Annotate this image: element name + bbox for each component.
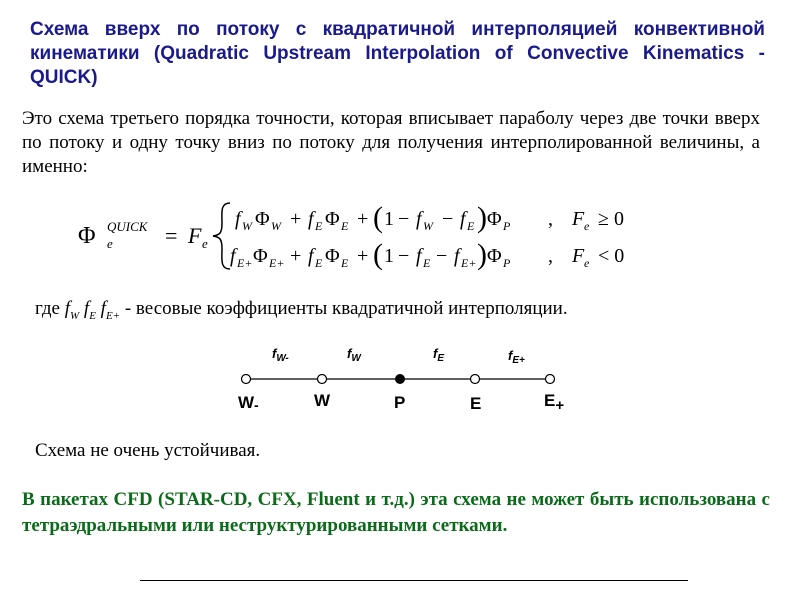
node-label-e: E [470,394,482,413]
svg-text:E: E [467,219,475,233]
left-brace [213,203,230,269]
svg-text:e: e [584,219,590,233]
svg-text:E+: E+ [269,256,285,270]
svg-text:+: + [290,208,302,230]
svg-text:E: E [423,256,431,270]
equals-sign: = [165,223,178,248]
formula-row-1 [235,201,624,234]
svg-text:F: F [572,208,585,230]
svg-text:< 0: < 0 [598,245,625,267]
svg-text:f: f [416,208,422,230]
lhs-F: F [188,223,202,248]
weight-label-e-plus: $f_{E+}$ [508,348,525,366]
svg-text:(: ( [373,201,383,234]
weight-fw-sub: W [69,309,80,322]
weight-fe: f [83,298,90,319]
stencil-diagram [230,342,580,420]
svg-text:E: E [315,219,323,233]
node-label-w-minus: W- [238,393,259,413]
weight-fep-sub: E+ [105,309,121,322]
svg-text:E: E [341,219,349,233]
svg-text:P: P [503,256,511,270]
svg-text:f: f [460,208,466,230]
svg-text:,: , [548,245,553,267]
stability-note: Схема не очень устойчивая. [35,440,261,461]
weight-label-e: $f_E$ [433,346,445,364]
lhs-F-sub: e [202,236,208,251]
svg-text:): ) [477,238,487,271]
svg-text:E: E [341,256,349,270]
svg-text:f: f [235,208,241,230]
svg-text:f: f [454,245,460,267]
weight-fep: f [100,298,106,319]
svg-text:Φ: Φ [255,208,270,230]
weights-caption [35,298,568,322]
svg-text:+: + [357,245,369,267]
weight-label-w-minus: $f_{W-}$ [272,346,289,364]
lhs-sup: QUICK [107,219,148,234]
node-e [471,375,480,384]
svg-text:≥ 0: ≥ 0 [598,208,624,230]
svg-text:F: F [572,245,585,267]
quick-formula [70,193,710,278]
svg-text:Φ: Φ [325,208,340,230]
svg-text:e: e [584,256,590,270]
svg-text:Φ: Φ [253,245,268,267]
svg-text:,: , [548,208,553,230]
svg-text:Φ: Φ [487,245,502,267]
svg-text:−: − [442,208,454,230]
svg-text:Φ: Φ [487,208,502,230]
svg-text:E: E [315,256,323,270]
lhs-sub: e [107,236,113,251]
svg-text:P: P [503,219,511,233]
node-w [318,375,327,384]
node-w-minus [242,375,251,384]
svg-text:E+: E+ [237,256,253,270]
weights-suffix: - весовые коэффициенты квадратичной интерполяции. [124,298,568,319]
cfd-warning: В пакетах CFD (STAR-CD, CFX, Fluent и т.д.) эта схема не может быть использована с тетраэдральными или неструктурированными сетками. [22,489,770,536]
svg-text:+: + [357,208,369,230]
svg-text:−: − [398,208,410,230]
svg-text:E+: E+ [461,256,477,270]
node-label-p: P [394,393,406,412]
svg-text:): ) [477,201,487,234]
svg-text:(: ( [373,238,383,271]
svg-text:−: − [398,245,410,267]
svg-text:+: + [290,245,302,267]
svg-text:−: − [436,245,448,267]
svg-text:f: f [416,245,422,267]
slide-title: Схема вверх по потоку с квадратичной интерполяцией конвективной кинематики (Quadratic Upstream Interpolation of Convective Kinematics - QUICK) [30,19,765,88]
svg-text:W: W [271,219,281,233]
lhs-phi: Φ [78,223,96,249]
svg-text:Φ: Φ [325,245,340,267]
svg-text:W: W [242,219,252,233]
weight-label-w: $f_W$ [347,346,361,364]
svg-text:W: W [423,219,433,233]
weight-fe-sub: E [89,309,96,322]
svg-text:f: f [308,208,314,230]
svg-text:1: 1 [384,245,394,267]
node-label-e-plus: E+ [544,391,565,414]
svg-text:1: 1 [384,208,394,230]
intro-paragraph: Это схема третьего порядка точности, которая вписывает параболу через две точки вверх по потоку и одну точку вниз по потоку для получения интерполированной величины, а именно: [22,108,760,177]
node-p [395,374,405,384]
node-e-plus [546,375,555,384]
node-label-w: W [314,391,331,410]
weights-prefix: где [35,298,60,319]
svg-text:f: f [308,245,314,267]
formula-row-2 [230,238,624,271]
weight-fw: f [64,298,70,319]
bottom-divider [140,580,688,581]
svg-text:f: f [230,245,236,267]
